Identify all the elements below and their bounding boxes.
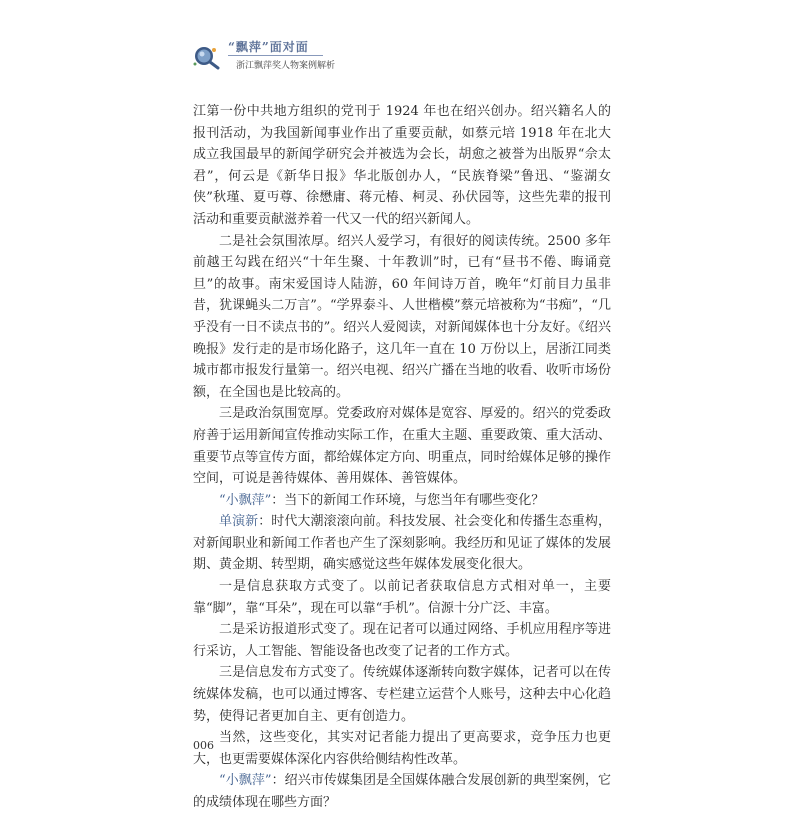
answer-paragraph: 单演新：时代大潮滚滚向前。科技发展、社会变化和传播生态重构，对新闻职业和新闻工作者也产生了深刻影响。我经历和见证了媒体的发展期、黄金期、转型期，确实感觉这些年媒体发展变化很大。	[193, 514, 611, 573]
running-header	[192, 38, 452, 74]
paragraph: 一是信息获取方式变了。以前记者获取信息方式相对单一，主要靠“脚”，靠“耳朵”，现在可以靠“手机”。信源十分广泛、丰富。	[193, 579, 611, 616]
header-title: “飘萍”面对面	[228, 40, 309, 54]
speaker-label: 单演新	[219, 514, 259, 530]
paragraph: 江第一份中共地方组织的党刊于 1924 年也在绍兴创办。绍兴籍名人的报刊活动，为我国新闻事业作出了重要贡献，如蔡元培 1918 年在北大成立我国最早的新闻学研究会并被选为会长，胡愈之被誉为出版界“佘太君”，何云是《新华日报》华北版创办人，“民族脊梁”鲁迅、“鉴湖女侠”秋瑾、夏丏尊、徐懋庸、蒋元椿、柯灵、孙伏园等，这些先辈的报刊活动和重要贡献滋养着一代又一代的绍兴新闻人。	[193, 104, 611, 227]
speaker-label: “小飘萍”	[219, 773, 272, 789]
paragraph: 当然，这些变化，其实对记者能力提出了更高要求，竞争压力也更大，也更需要媒体深化内容供给侧结构性改革。	[193, 730, 611, 767]
header-subtitle: 浙江飘萍奖人物案例解析	[236, 61, 336, 71]
paragraph: 三是政治氛围宽厚。党委政府对媒体是宽容、厚爱的。绍兴的党委政府善于运用新闻宣传推动实际工作，在重大主题、重要政策、重大活动、重要节点等宣传方面，都给媒体定方向、明重点，同时给媒体足够的操作空间，可说是善待媒体、善用媒体、善管媒体。	[193, 406, 611, 487]
header-divider	[228, 55, 323, 56]
question-paragraph: “小飘萍”：当下的新闻工作环境，与您当年有哪些变化？	[219, 492, 545, 508]
question-paragraph: “小飘萍”：绍兴市传媒集团是全国媒体融合发展创新的典型案例，它的成绩体现在哪些方面？	[193, 773, 611, 810]
page-number: 006	[193, 739, 214, 752]
paragraph: 二是采访报道形式变了。现在记者可以通过网络、手机应用程序等进行采访，人工智能、智能设备也改变了记者的工作方式。	[193, 622, 611, 659]
body-text	[193, 101, 611, 814]
speaker-label: “小飘萍”	[219, 492, 272, 508]
paragraph: 三是信息发布方式变了。传统媒体逐渐转向数字媒体，记者可以在传统媒体发稿，也可以通过博客、专栏建立运营个人账号，这种去中心化趋势，使得记者更加自主、更有创造力。	[193, 665, 611, 724]
paragraph: 二是社会氛围浓厚。绍兴人爱学习，有很好的阅读传统。2500 多年前越王勾践在绍兴“十年生聚、十年教训”时，已有“昼书不倦、晦诵竟旦”的故事。南宋爱国诗人陆游，60 年间诗万首，晚年“灯前目力虽非昔，犹课蝇头二万言”。“学界泰斗、人世楷模”蔡元培被称为“书痴”，“几乎没有一日不读点书的”。绍兴人爱阅读，对新闻媒体也十分友好。《绍兴晚报》发行走的是市场化路子，这几年一直在 10 万份以上，居浙江同类城市都市报发行量第一。绍兴电视、绍兴广播在当地的收看、收听市场份额，在全国也是比较高的。	[193, 233, 611, 400]
